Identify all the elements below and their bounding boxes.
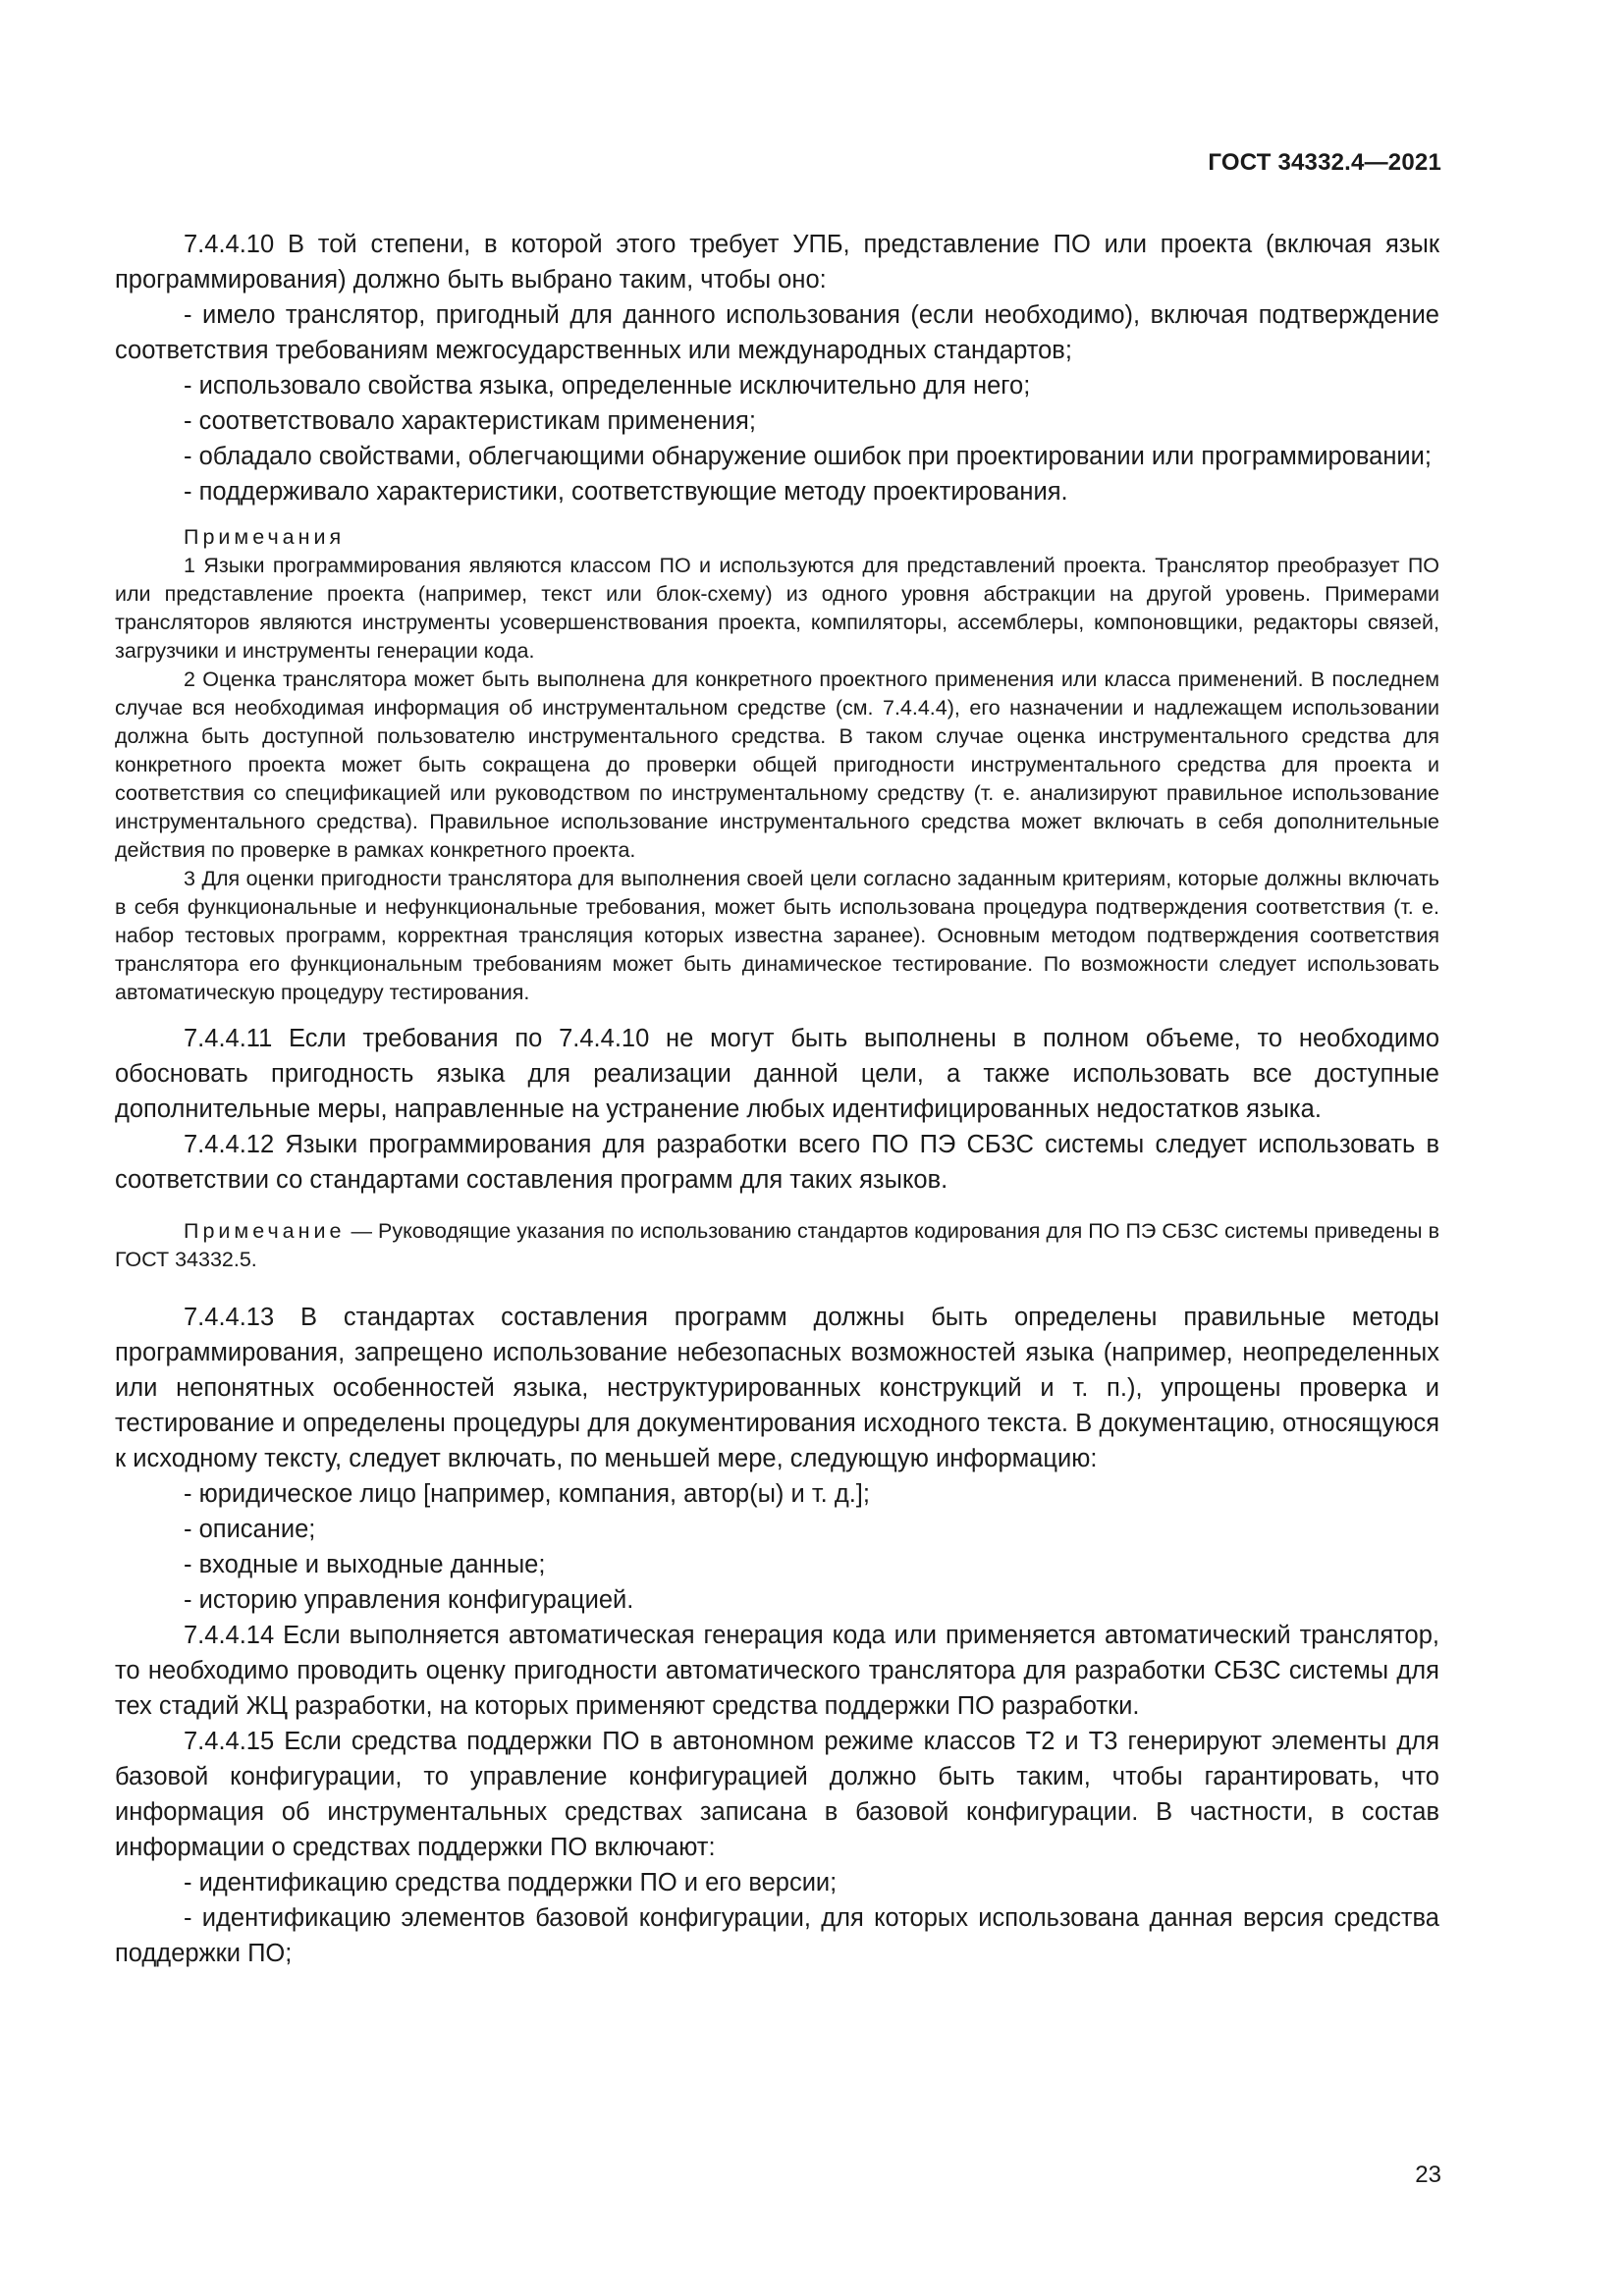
note-label: Примечание — [184, 1219, 346, 1243]
note-item-2: 2 Оценка транслятора может быть выполнена для конкретного проектного применения или класса применений. В последнем случае вся необходимая информация об инструментальном средстве (см. 7.4.4.4), его назначении и надлежащем использовании должна быть доступной пользователю инструментального средства. В таком случае оценка инструментального средства для конкретного проекта может быть сокращена до проверки общей пригодности инструментального средства для проекта и соответствия со спецификацией или руководством по инструментальному средству (т. е. анализируют правильное использование инструментального средства). Правильное использование инструментального средства может включать в себя дополнительные действия по проверке в рамках конкретного проекта. — [115, 667, 1439, 862]
clause-7-4-4-15-intro: 7.4.4.15 Если средства поддержки ПО в автономном режиме классов Т2 и Т3 генерируют элементы для базовой конфигурации, то управление конфигурацией должно быть таким, чтобы гарантировать, что информация об инструментальных средствах записана в базовой конфигурации. В частности, в состав информации о средствах поддержки ПО включают: — [115, 1728, 1439, 1861]
page-number: 23 — [1415, 2162, 1441, 2188]
notes-heading: Примечания — [184, 525, 346, 549]
clause-7-4-4-10-item: - использовало свойства языка, определенные исключительно для него; — [184, 372, 1031, 400]
clause-7-4-4-10-intro: 7.4.4.10 В той степени, в которой этого требует УПБ, представление ПО или проекта (включая язык программирования) должно быть выбрано таким, чтобы оно: — [115, 231, 1439, 294]
note-text: — Руководящие указания по использованию стандартов кодирования для ПО ПЭ СБЗС системы приведены в ГОСТ 34332.5. — [115, 1219, 1439, 1271]
clause-7-4-4-10-item: - обладало свойствами, облегчающими обнаружение ошибок при проектировании или программировании; — [184, 443, 1432, 470]
clause-7-4-4-13-item: - историю управления конфигурацией. — [184, 1586, 634, 1614]
clause-7-4-4-10-item: - имело транслятор, пригодный для данного использования (если необходимо), включая подтверждение соответствия требованиям межгосударственных или международных стандартов; — [115, 301, 1439, 364]
clause-7-4-4-15-item: - идентификацию средства поддержки ПО и его версии; — [184, 1869, 838, 1896]
clause-7-4-4-10-item: - соответствовало характеристикам применения; — [184, 407, 756, 435]
page-content — [115, 227, 1439, 1971]
note-single — [115, 1217, 1439, 1274]
clause-7-4-4-10-item: - поддерживало характеристики, соответствующие методу проектирования. — [184, 478, 1068, 506]
note-item-3: 3 Для оценки пригодности транслятора для выполнения своей цели согласно заданным критериям, которые должны включать в себя функциональные и нефункциональные требования, может быть использована процедура подтверждения соответствия (т. е. набор тестовых программ, корректная трансляция которых известна заранее). Основным методом подтверждения соответствия транслятора его функциональным требованиям может быть динамическое тестирование. По возможности следует использовать автоматическую процедуру тестирования. — [115, 867, 1439, 1004]
clause-7-4-4-12: 7.4.4.12 Языки программирования для разработки всего ПО ПЭ СБЗС системы следует использовать в соответствии со стандартами составления программ для таких языков. — [115, 1131, 1439, 1194]
clause-7-4-4-13-item: - входные и выходные данные; — [184, 1551, 546, 1578]
clause-7-4-4-13-intro: 7.4.4.13 В стандартах составления программ должны быть определены правильные методы программирования, запрещено использование небезопасных возможностей языка (например, неопределенных или непонятных особенностей языка, неструктурированных конструкций и т. п.), упрощены проверка и тестирование и определены процедуры для документирования исходного текста. В документацию, относящуюся к исходному тексту, следует включать, по меньшей мере, следующую информацию: — [115, 1304, 1439, 1472]
clause-7-4-4-14: 7.4.4.14 Если выполняется автоматическая генерация кода или применяется автоматический транслятор, то необходимо проводить оценку пригодности автоматического транслятора для разработки СБЗС системы для тех стадий ЖЦ разработки, на которых применяют средства поддержки ПО разработки. — [115, 1622, 1439, 1720]
document-code-header: ГОСТ 34332.4—2021 — [1208, 149, 1441, 176]
note-item-1: 1 Языки программирования являются классом ПО и используются для представлений проекта. Транслятор преобразует ПО или представление проекта (например, текст или блок-схему) из одного уровня абстракции на другой уровень. Примерами трансляторов являются инструменты усовершенствования проекта, компиляторы, ассемблеры, компоновщики, редакторы связей, загрузчики и инструменты генерации кода. — [115, 554, 1439, 663]
clause-7-4-4-13-item: - юридическое лицо [например, компания, автор(ы) и т. д.]; — [184, 1480, 870, 1508]
notes-block — [115, 523, 1439, 1007]
clause-7-4-4-15-item: - идентификацию элементов базовой конфигурации, для которых использована данная версия средства поддержки ПО; — [115, 1904, 1439, 1967]
clause-7-4-4-13-item: - описание; — [184, 1516, 316, 1543]
clause-7-4-4-11: 7.4.4.11 Если требования по 7.4.4.10 не могут быть выполнены в полном объеме, то необходимо обосновать пригодность языка для реализации данной цели, а также использовать все доступные дополнительные меры, направленные на устранение любых идентифицированных недостатков языка. — [115, 1025, 1439, 1123]
